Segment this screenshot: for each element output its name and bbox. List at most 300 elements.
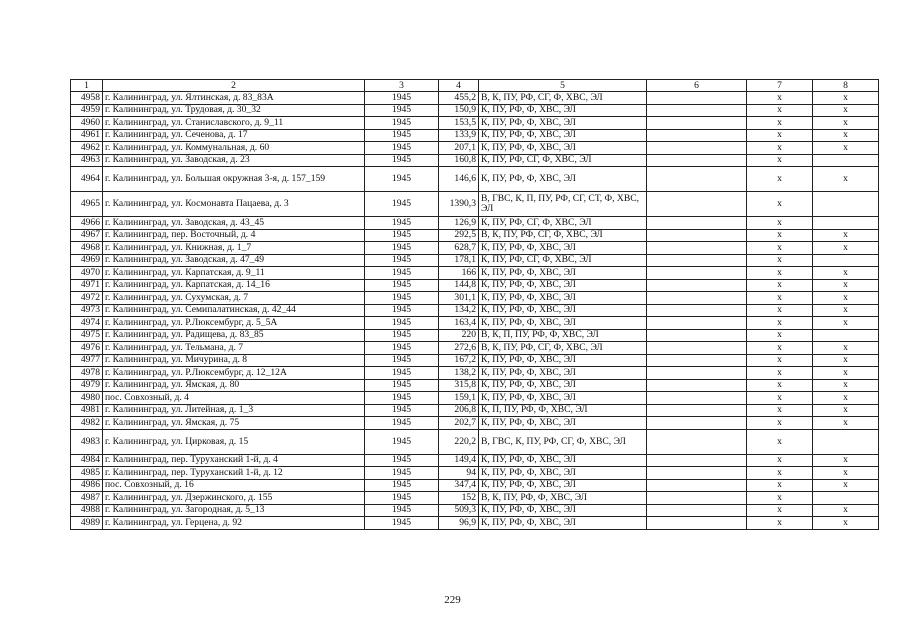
row-number: 4969 — [71, 254, 103, 267]
column-6-cell — [647, 154, 747, 167]
year-cell: 1945 — [365, 117, 439, 130]
year-cell: 1945 — [365, 492, 439, 505]
systems-cell: К, ПУ, РФ, Ф, ХВС, ЭЛ — [479, 379, 647, 392]
table-row — [71, 92, 879, 105]
column-header: 8 — [813, 80, 879, 92]
table-row — [71, 304, 879, 317]
area-cell: 347,4 — [439, 479, 479, 492]
row-number: 4983 — [71, 429, 103, 454]
address-cell: г. Калининград, ул. Карпатская, д. 14_16 — [103, 279, 365, 292]
table-row — [71, 379, 879, 392]
area-cell: 301,1 — [439, 292, 479, 305]
area-cell: 138,2 — [439, 367, 479, 380]
column-6-cell — [647, 317, 747, 330]
year-cell: 1945 — [365, 292, 439, 305]
year-cell: 1945 — [365, 504, 439, 517]
column-6-cell — [647, 142, 747, 155]
year-cell: 1945 — [365, 342, 439, 355]
column-8-mark: x — [813, 454, 879, 467]
column-6-cell — [647, 417, 747, 430]
column-6-cell — [647, 267, 747, 280]
address-cell: г. Калининград, ул. Литейная, д. 1_3 — [103, 404, 365, 417]
systems-cell: В, К, ПУ, РФ, СГ, Ф, ХВС, ЭЛ — [479, 92, 647, 105]
column-8-mark: x — [813, 479, 879, 492]
systems-cell: К, ПУ, РФ, Ф, ХВС, ЭЛ — [479, 367, 647, 380]
column-6-cell — [647, 342, 747, 355]
column-7-mark: x — [747, 254, 813, 267]
table-row — [71, 192, 879, 217]
address-cell: пос. Совхозный, д. 16 — [103, 479, 365, 492]
address-cell: г. Калининград, ул. Дзержинского, д. 155 — [103, 492, 365, 505]
table-body — [71, 80, 879, 530]
column-8-mark: x — [813, 142, 879, 155]
column-7-mark: x — [747, 317, 813, 330]
column-8-mark: x — [813, 304, 879, 317]
year-cell: 1945 — [365, 154, 439, 167]
systems-cell: К, П, ПУ, РФ, Ф, ХВС, ЭЛ — [479, 404, 647, 417]
column-7-mark: x — [747, 142, 813, 155]
year-cell: 1945 — [365, 104, 439, 117]
area-cell: 292,5 — [439, 229, 479, 242]
column-7-mark: x — [747, 354, 813, 367]
year-cell: 1945 — [365, 217, 439, 230]
row-number: 4970 — [71, 267, 103, 280]
column-8-mark — [813, 329, 879, 342]
year-cell: 1945 — [365, 379, 439, 392]
row-number: 4972 — [71, 292, 103, 305]
table-row — [71, 317, 879, 330]
area-cell: 146,6 — [439, 167, 479, 192]
address-cell: г. Калининград, ул. Трудовая, д. 30_32 — [103, 104, 365, 117]
column-8-mark: x — [813, 517, 879, 530]
row-number: 4979 — [71, 379, 103, 392]
systems-cell: К, ПУ, РФ, Ф, ХВС, ЭЛ — [479, 117, 647, 130]
year-cell: 1945 — [365, 479, 439, 492]
year-cell: 1945 — [365, 167, 439, 192]
address-cell: г. Калининград, ул. Тельмана, д. 7 — [103, 342, 365, 355]
year-cell: 1945 — [365, 354, 439, 367]
column-7-mark: x — [747, 454, 813, 467]
row-number: 4971 — [71, 279, 103, 292]
column-8-mark: x — [813, 379, 879, 392]
column-6-cell — [647, 492, 747, 505]
column-7-mark: x — [747, 192, 813, 217]
year-cell: 1945 — [365, 229, 439, 242]
housing-register-table — [70, 79, 879, 530]
column-6-cell — [647, 504, 747, 517]
area-cell: 163,4 — [439, 317, 479, 330]
row-number: 4965 — [71, 192, 103, 217]
column-7-mark: x — [747, 517, 813, 530]
address-cell: г. Калининград, ул. Ямская, д. 80 — [103, 379, 365, 392]
column-8-mark: x — [813, 342, 879, 355]
year-cell: 1945 — [365, 467, 439, 480]
column-6-cell — [647, 367, 747, 380]
systems-cell: К, ПУ, РФ, Ф, ХВС, ЭЛ — [479, 454, 647, 467]
area-cell: 96,9 — [439, 517, 479, 530]
area-cell: 160,8 — [439, 154, 479, 167]
column-8-mark: x — [813, 354, 879, 367]
area-cell: 206,8 — [439, 404, 479, 417]
column-7-mark: x — [747, 329, 813, 342]
address-cell: г. Калининград, ул. Р.Люксембург, д. 12_12А — [103, 367, 365, 380]
row-number: 4962 — [71, 142, 103, 155]
table-row — [71, 454, 879, 467]
systems-cell: К, ПУ, РФ, Ф, ХВС, ЭЛ — [479, 129, 647, 142]
area-cell: 134,2 — [439, 304, 479, 317]
address-cell: г. Калининград, ул. Сеченова, д. 17 — [103, 129, 365, 142]
table-row — [71, 417, 879, 430]
column-6-cell — [647, 429, 747, 454]
table-row — [71, 229, 879, 242]
row-number: 4978 — [71, 367, 103, 380]
area-cell: 178,1 — [439, 254, 479, 267]
column-8-mark: x — [813, 404, 879, 417]
column-header: 1 — [71, 80, 103, 92]
table-row — [71, 142, 879, 155]
row-number: 4966 — [71, 217, 103, 230]
column-7-mark: x — [747, 104, 813, 117]
address-cell: г. Калининград, ул. Загородная, д. 5_13 — [103, 504, 365, 517]
table-row — [71, 217, 879, 230]
area-cell: 220 — [439, 329, 479, 342]
row-number: 4977 — [71, 354, 103, 367]
area-cell: 126,9 — [439, 217, 479, 230]
area-cell: 159,1 — [439, 392, 479, 405]
area-cell: 220,2 — [439, 429, 479, 454]
column-8-mark: x — [813, 367, 879, 380]
row-number: 4982 — [71, 417, 103, 430]
table-row — [71, 404, 879, 417]
column-6-cell — [647, 404, 747, 417]
column-6-cell — [647, 167, 747, 192]
column-7-mark: x — [747, 267, 813, 280]
address-cell: г. Калининград, пер. Восточный, д. 4 — [103, 229, 365, 242]
systems-cell: К, ПУ, РФ, Ф, ХВС, ЭЛ — [479, 317, 647, 330]
column-6-cell — [647, 92, 747, 105]
page-number: 229 — [444, 594, 461, 606]
table-row — [71, 292, 879, 305]
area-cell: 509,3 — [439, 504, 479, 517]
row-number: 4963 — [71, 154, 103, 167]
address-cell: г. Калининград, ул. Заводская, д. 47_49 — [103, 254, 365, 267]
systems-cell: К, ПУ, РФ, Ф, ХВС, ЭЛ — [479, 242, 647, 255]
column-7-mark: x — [747, 392, 813, 405]
area-cell: 315,8 — [439, 379, 479, 392]
systems-cell: К, ПУ, РФ, Ф, ХВС, ЭЛ — [479, 392, 647, 405]
year-cell: 1945 — [365, 517, 439, 530]
address-cell: г. Калининград, ул. Ялтинская, д. 83_83А — [103, 92, 365, 105]
row-number: 4964 — [71, 167, 103, 192]
column-6-cell — [647, 104, 747, 117]
table-row — [71, 267, 879, 280]
systems-cell: К, ПУ, РФ, СГ, Ф, ХВС, ЭЛ — [479, 217, 647, 230]
column-6-cell — [647, 379, 747, 392]
column-8-mark: x — [813, 242, 879, 255]
year-cell: 1945 — [365, 142, 439, 155]
area-cell: 207,1 — [439, 142, 479, 155]
systems-cell: В, К, ПУ, РФ, Ф, ХВС, ЭЛ — [479, 492, 647, 505]
column-6-cell — [647, 467, 747, 480]
column-6-cell — [647, 117, 747, 130]
column-6-cell — [647, 279, 747, 292]
systems-cell: В, К, ПУ, РФ, СГ, Ф, ХВС, ЭЛ — [479, 229, 647, 242]
year-cell: 1945 — [365, 192, 439, 217]
systems-cell: К, ПУ, РФ, СГ, Ф, ХВС, ЭЛ — [479, 254, 647, 267]
column-8-mark — [813, 254, 879, 267]
column-8-mark: x — [813, 317, 879, 330]
year-cell: 1945 — [365, 254, 439, 267]
column-8-mark: x — [813, 129, 879, 142]
table-row — [71, 342, 879, 355]
area-cell: 167,2 — [439, 354, 479, 367]
systems-cell: К, ПУ, РФ, Ф, ХВС, ЭЛ — [479, 504, 647, 517]
column-6-cell — [647, 129, 747, 142]
row-number: 4959 — [71, 104, 103, 117]
systems-cell: К, ПУ, РФ, Ф, ХВС, ЭЛ — [479, 292, 647, 305]
column-header: 3 — [365, 80, 439, 92]
year-cell: 1945 — [365, 92, 439, 105]
column-7-mark: x — [747, 167, 813, 192]
table-row — [71, 129, 879, 142]
column-6-cell — [647, 454, 747, 467]
systems-cell: К, ПУ, РФ, Ф, ХВС, ЭЛ — [479, 167, 647, 192]
table-row — [71, 242, 879, 255]
area-cell: 202,7 — [439, 417, 479, 430]
column-8-mark: x — [813, 167, 879, 192]
systems-cell: К, ПУ, РФ, Ф, ХВС, ЭЛ — [479, 142, 647, 155]
column-8-mark — [813, 492, 879, 505]
table-row — [71, 154, 879, 167]
table-row — [71, 254, 879, 267]
column-8-mark — [813, 192, 879, 217]
year-cell: 1945 — [365, 304, 439, 317]
table-row — [71, 517, 879, 530]
row-number: 4986 — [71, 479, 103, 492]
address-cell: г. Калининград, ул. Космонавта Пацаева, д. 3 — [103, 192, 365, 217]
address-cell: г. Калининград, ул. Радищева, д. 83_85 — [103, 329, 365, 342]
year-cell: 1945 — [365, 317, 439, 330]
column-header: 7 — [747, 80, 813, 92]
column-8-mark: x — [813, 392, 879, 405]
column-header: 4 — [439, 80, 479, 92]
row-number: 4974 — [71, 317, 103, 330]
column-8-mark: x — [813, 267, 879, 280]
address-cell: г. Калининград, пер. Туруханский 1-й, д. 12 — [103, 467, 365, 480]
systems-cell: В, ГВС, К, П, ПУ, РФ, СГ, СТ, Ф, ХВС, ЭЛ — [479, 192, 647, 217]
row-number: 4961 — [71, 129, 103, 142]
column-6-cell — [647, 229, 747, 242]
systems-cell: К, ПУ, РФ, Ф, ХВС, ЭЛ — [479, 279, 647, 292]
column-8-mark: x — [813, 292, 879, 305]
address-cell: г. Калининград, ул. Станиславского, д. 9_11 — [103, 117, 365, 130]
row-number: 4976 — [71, 342, 103, 355]
year-cell: 1945 — [365, 429, 439, 454]
column-8-mark: x — [813, 104, 879, 117]
column-6-cell — [647, 254, 747, 267]
column-7-mark: x — [747, 379, 813, 392]
address-cell: г. Калининград, ул. Герцена, д. 92 — [103, 517, 365, 530]
column-7-mark: x — [747, 417, 813, 430]
column-6-cell — [647, 192, 747, 217]
column-8-mark — [813, 154, 879, 167]
area-cell: 144,8 — [439, 279, 479, 292]
address-cell: г. Калининград, ул. Карпатская, д. 9_11 — [103, 267, 365, 280]
systems-cell: К, ПУ, РФ, Ф, ХВС, ЭЛ — [479, 467, 647, 480]
column-7-mark: x — [747, 467, 813, 480]
column-6-cell — [647, 217, 747, 230]
year-cell: 1945 — [365, 454, 439, 467]
column-header: 5 — [479, 80, 647, 92]
column-header: 6 — [647, 80, 747, 92]
systems-cell: К, ПУ, РФ, Ф, ХВС, ЭЛ — [479, 417, 647, 430]
area-cell: 1390,3 — [439, 192, 479, 217]
address-cell: г. Калининград, ул. Заводская, д. 43_45 — [103, 217, 365, 230]
address-cell: г. Калининград, ул. Сухумская, д. 7 — [103, 292, 365, 305]
column-7-mark: x — [747, 117, 813, 130]
column-7-mark: x — [747, 279, 813, 292]
column-7-mark: x — [747, 342, 813, 355]
column-7-mark: x — [747, 429, 813, 454]
table-row — [71, 279, 879, 292]
row-number: 4967 — [71, 229, 103, 242]
row-number: 4985 — [71, 467, 103, 480]
address-cell: г. Калининград, ул. Большая окружная 3-я, д. 157_159 — [103, 167, 365, 192]
column-7-mark: x — [747, 404, 813, 417]
column-7-mark: x — [747, 154, 813, 167]
year-cell: 1945 — [365, 129, 439, 142]
column-7-mark: x — [747, 242, 813, 255]
column-7-mark: x — [747, 229, 813, 242]
address-cell: г. Калининград, ул. Коммунальная, д. 60 — [103, 142, 365, 155]
systems-cell: К, ПУ, РФ, Ф, ХВС, ЭЛ — [479, 517, 647, 530]
column-8-mark: x — [813, 417, 879, 430]
area-cell: 94 — [439, 467, 479, 480]
column-6-cell — [647, 354, 747, 367]
column-7-mark: x — [747, 292, 813, 305]
column-8-mark: x — [813, 279, 879, 292]
column-7-mark: x — [747, 129, 813, 142]
table-row — [71, 104, 879, 117]
table-row — [71, 392, 879, 405]
address-cell: г. Калининград, ул. Семипалатинская, д. 42_44 — [103, 304, 365, 317]
column-8-mark: x — [813, 229, 879, 242]
year-cell: 1945 — [365, 279, 439, 292]
table-row — [71, 429, 879, 454]
area-cell: 166 — [439, 267, 479, 280]
row-number: 4960 — [71, 117, 103, 130]
row-number: 4980 — [71, 392, 103, 405]
column-header: 2 — [103, 80, 365, 92]
table-row — [71, 117, 879, 130]
address-cell: г. Калининград, ул. Мичурина, д. 8 — [103, 354, 365, 367]
systems-cell: В, ГВС, К, ПУ, РФ, СГ, Ф, ХВС, ЭЛ — [479, 429, 647, 454]
column-7-mark: x — [747, 479, 813, 492]
area-cell: 133,9 — [439, 129, 479, 142]
year-cell: 1945 — [365, 329, 439, 342]
area-cell: 455,2 — [439, 92, 479, 105]
table-row — [71, 504, 879, 517]
year-cell: 1945 — [365, 367, 439, 380]
column-8-mark: x — [813, 117, 879, 130]
address-cell: г. Калининград, ул. Ямская, д. 75 — [103, 417, 365, 430]
row-number: 4981 — [71, 404, 103, 417]
table-row — [71, 329, 879, 342]
table-row — [71, 167, 879, 192]
column-7-mark: x — [747, 367, 813, 380]
systems-cell: К, ПУ, РФ, Ф, ХВС, ЭЛ — [479, 104, 647, 117]
year-cell: 1945 — [365, 392, 439, 405]
address-cell: пос. Совхозный, д. 4 — [103, 392, 365, 405]
row-number: 4984 — [71, 454, 103, 467]
table-row — [71, 467, 879, 480]
row-number: 4973 — [71, 304, 103, 317]
area-cell: 152 — [439, 492, 479, 505]
table-row — [71, 492, 879, 505]
systems-cell: В, К, ПУ, РФ, СГ, Ф, ХВС, ЭЛ — [479, 342, 647, 355]
column-7-mark: x — [747, 217, 813, 230]
column-6-cell — [647, 329, 747, 342]
address-cell: г. Калининград, пер. Туруханский 1-й, д. 4 — [103, 454, 365, 467]
column-7-mark: x — [747, 504, 813, 517]
row-number: 4958 — [71, 92, 103, 105]
row-number: 4988 — [71, 504, 103, 517]
systems-cell: К, ПУ, РФ, Ф, ХВС, ЭЛ — [479, 479, 647, 492]
year-cell: 1945 — [365, 404, 439, 417]
address-cell: г. Калининград, ул. Книжная, д. 1_7 — [103, 242, 365, 255]
systems-cell: К, ПУ, РФ, Ф, ХВС, ЭЛ — [479, 354, 647, 367]
year-cell: 1945 — [365, 417, 439, 430]
column-7-mark: x — [747, 92, 813, 105]
row-number: 4987 — [71, 492, 103, 505]
header-row — [71, 80, 879, 92]
column-6-cell — [647, 479, 747, 492]
column-8-mark — [813, 429, 879, 454]
column-8-mark — [813, 217, 879, 230]
year-cell: 1945 — [365, 242, 439, 255]
area-cell: 149,4 — [439, 454, 479, 467]
column-6-cell — [647, 242, 747, 255]
systems-cell: К, ПУ, РФ, Ф, ХВС, ЭЛ — [479, 304, 647, 317]
column-8-mark: x — [813, 467, 879, 480]
column-6-cell — [647, 392, 747, 405]
column-6-cell — [647, 304, 747, 317]
row-number: 4968 — [71, 242, 103, 255]
table-row — [71, 354, 879, 367]
address-cell: г. Калининград, ул. Заводская, д. 23 — [103, 154, 365, 167]
systems-cell: К, ПУ, РФ, Ф, ХВС, ЭЛ — [479, 267, 647, 280]
year-cell: 1945 — [365, 267, 439, 280]
column-6-cell — [647, 517, 747, 530]
column-7-mark: x — [747, 492, 813, 505]
address-cell: г. Калининград, ул. Р.Люксембург, д. 5_5А — [103, 317, 365, 330]
column-8-mark: x — [813, 504, 879, 517]
table-row — [71, 479, 879, 492]
row-number: 4989 — [71, 517, 103, 530]
column-8-mark: x — [813, 92, 879, 105]
systems-cell: К, ПУ, РФ, СГ, Ф, ХВС, ЭЛ — [479, 154, 647, 167]
table-row — [71, 367, 879, 380]
row-number: 4975 — [71, 329, 103, 342]
area-cell: 272,6 — [439, 342, 479, 355]
area-cell: 628,7 — [439, 242, 479, 255]
column-7-mark: x — [747, 304, 813, 317]
systems-cell: В, К, П, ПУ, РФ, Ф, ХВС, ЭЛ — [479, 329, 647, 342]
column-6-cell — [647, 292, 747, 305]
address-cell: г. Калининград, ул. Цирковая, д. 15 — [103, 429, 365, 454]
area-cell: 153,5 — [439, 117, 479, 130]
area-cell: 150,9 — [439, 104, 479, 117]
